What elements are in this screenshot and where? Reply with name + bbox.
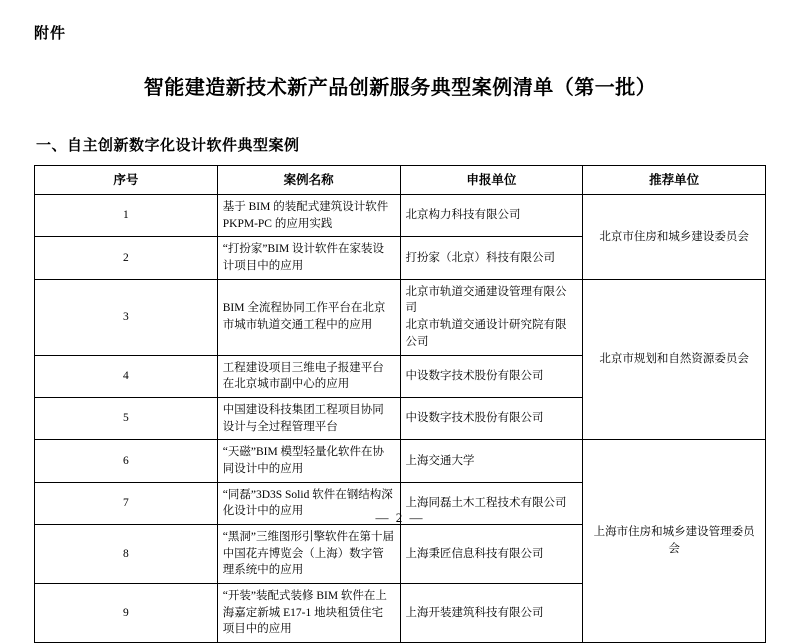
page-number: — 2 — [375,510,425,525]
cell-applicant: 北京市轨道交通建设管理有限公司 北京市轨道交通设计研究院有限公司 [400,279,583,355]
cell-seq: 4 [35,355,218,397]
column-header-recommender: 推荐单位 [583,166,766,195]
column-header-name: 案例名称 [217,166,400,195]
cell-recommender: 北京市规划和自然资源委员会 [583,279,766,439]
cell-case-name: “开装”装配式装修 BIM 软件在上海嘉定新城 E17-1 地块租赁住宅项目中的应用 [217,583,400,642]
cell-applicant: 上海秉匠信息科技有限公司 [400,524,583,583]
page-title: 智能建造新技术新产品创新服务典型案例清单（第一批） [143,77,657,99]
cell-applicant: 中设数字技术股份有限公司 [400,397,583,439]
cell-case-name: BIM 全流程协同工作平台在北京市城市轨道交通工程中的应用 [217,279,400,355]
table-row [35,279,766,355]
cell-seq: 2 [35,237,218,279]
cell-seq: 6 [35,440,218,482]
cell-seq: 7 [35,482,218,524]
cell-applicant: 上海开装建筑科技有限公司 [400,583,583,642]
cell-case-name: 工程建设项目三维电子报建平台在北京城市副中心的应用 [217,355,400,397]
table-row [35,440,766,482]
cell-seq: 8 [35,524,218,583]
case-list-table [34,165,766,643]
cell-seq: 5 [35,397,218,439]
table-body [35,195,766,643]
cell-seq: 3 [35,279,218,355]
cell-recommender: 上海市住房和城乡建设管理委员会 [583,440,766,643]
table-header-row [35,166,766,195]
cell-case-name: 中国建设科技集团工程项目协同设计与全过程管理平台 [217,397,400,439]
section-heading: 一、自主创新数字化设计软件典型案例 [36,137,300,154]
column-header-seq: 序号 [35,166,218,195]
cell-seq: 9 [35,583,218,642]
cell-recommender: 北京市住房和城乡建设委员会 [583,195,766,280]
cell-applicant: 上海交通大学 [400,440,583,482]
cell-case-name: “天磁”BIM 模型轻量化软件在协同设计中的应用 [217,440,400,482]
cell-applicant: 中设数字技术股份有限公司 [400,355,583,397]
cell-seq: 1 [35,195,218,237]
cell-case-name: “同磊”3D3S Solid 软件在钢结构深化设计中的应用 [217,482,400,524]
cell-applicant: 上海同磊土木工程技术有限公司 [400,482,583,524]
cell-case-name: 基于 BIM 的装配式建筑设计软件 PKPM-PC 的应用实践 [217,195,400,237]
cell-applicant: 北京构力科技有限公司 [400,195,583,237]
cell-case-name: “黑洞”三维图形引擎软件在第十届中国花卉博览会（上海）数字管理系统中的应用 [217,524,400,583]
attachment-label: 附件 [34,25,67,42]
cell-case-name: “打扮家”BIM 设计软件在家装设计项目中的应用 [217,237,400,279]
table-row [35,195,766,237]
cell-applicant: 打扮家（北京）科技有限公司 [400,237,583,279]
column-header-applicant: 申报单位 [400,166,583,195]
